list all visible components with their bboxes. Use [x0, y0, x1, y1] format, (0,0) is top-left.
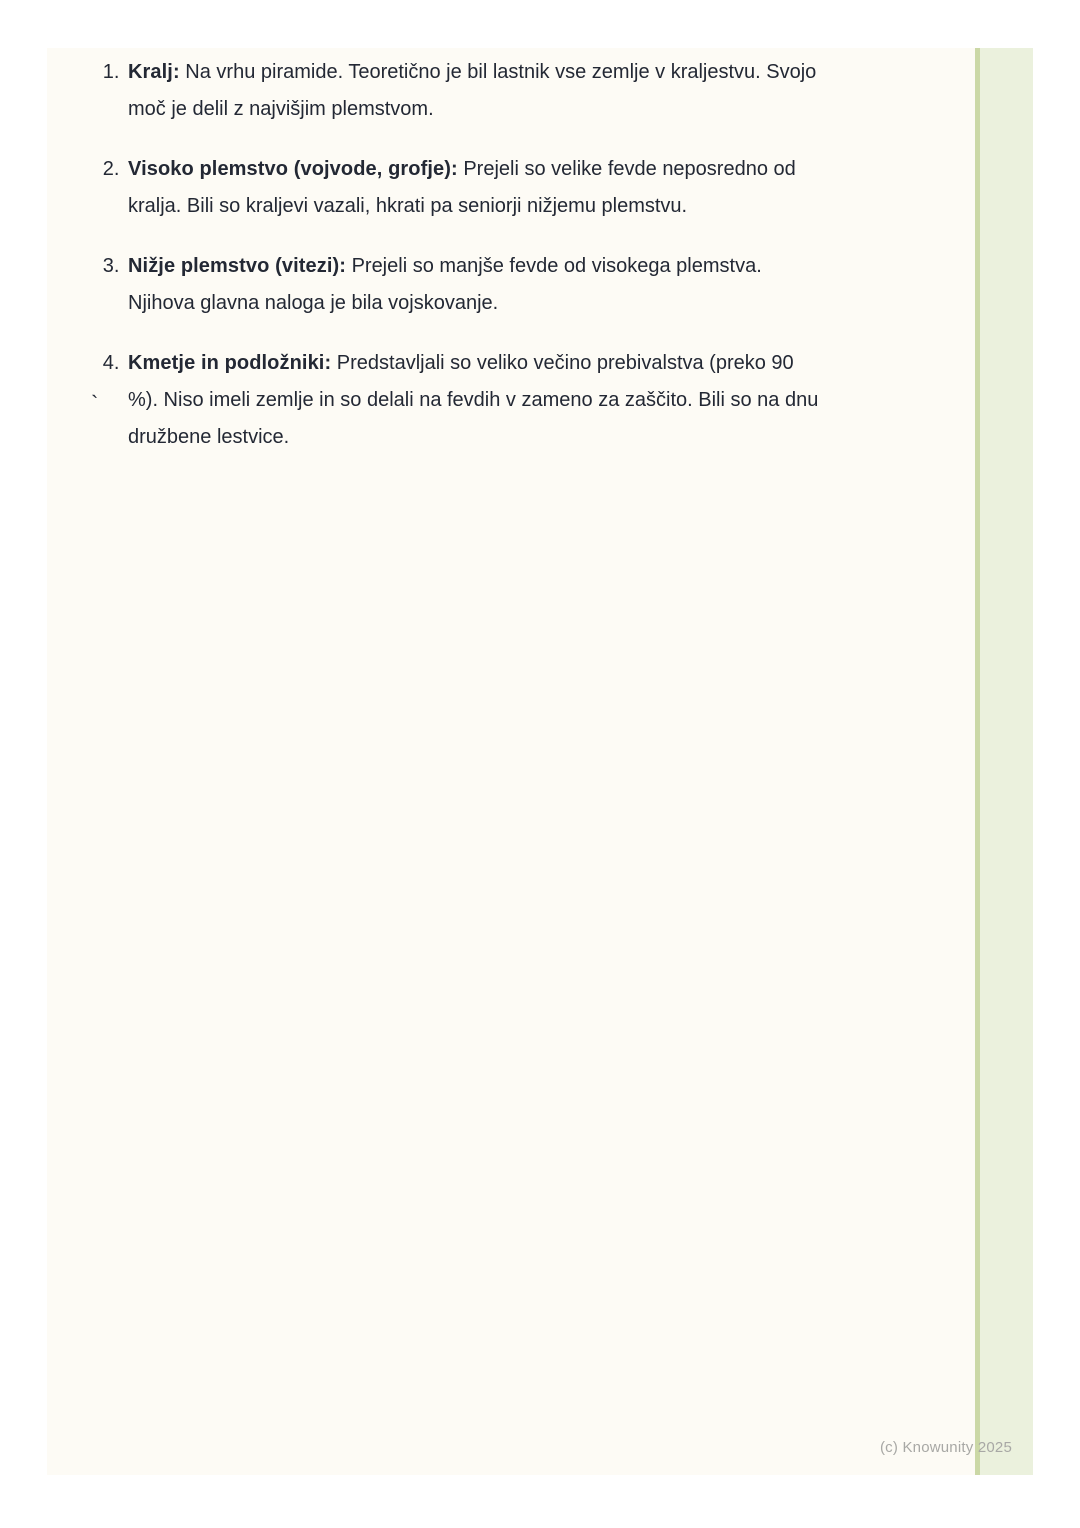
list-item-nizje-plemstvo	[125, 248, 825, 322]
list-item-text: Na vrhu piramide. Teoretično je bil lastnik vse zemlje v kraljestvu. Svojo moč je delil z najvišjim plemstvom.	[128, 61, 817, 120]
list-item-label: Nižje plemstvo (vitezi):	[128, 255, 346, 277]
list-item-label: Visoko plemstvo (vojvode, grofje):	[128, 158, 458, 180]
list-item-label: Kralj:	[128, 61, 180, 83]
list-item-visoko-plemstvo	[125, 151, 825, 225]
stray-backtick: `	[91, 391, 99, 416]
list-item-text: Prejeli so velike fevde neposredno od kralja. Bili so kraljevi vazali, hkrati pa seniorji nižjemu plemstvu.	[128, 158, 796, 217]
list-item-text: Prejeli so manjše fevde od visokega plemstva. Njihova glavna naloga je bila vojskovanje.	[128, 255, 762, 314]
feudal-hierarchy-list	[47, 54, 837, 479]
right-accent-stripe	[975, 48, 1033, 1475]
list-item-label: Kmetje in podložniki:	[128, 352, 332, 374]
list-item-kralj	[125, 54, 825, 128]
document-page	[47, 48, 1033, 1475]
list-item-text: Predstavljali so veliko večino prebivalstva (preko 90 %). Niso imeli zemlje in so delali na fevdih v zameno za zaščito. Bili so na dnu družbene lestvice.	[128, 352, 819, 448]
list-item-kmetje	[125, 345, 825, 456]
copyright-watermark: (c) Knowunity 2025	[879, 1439, 1012, 1456]
